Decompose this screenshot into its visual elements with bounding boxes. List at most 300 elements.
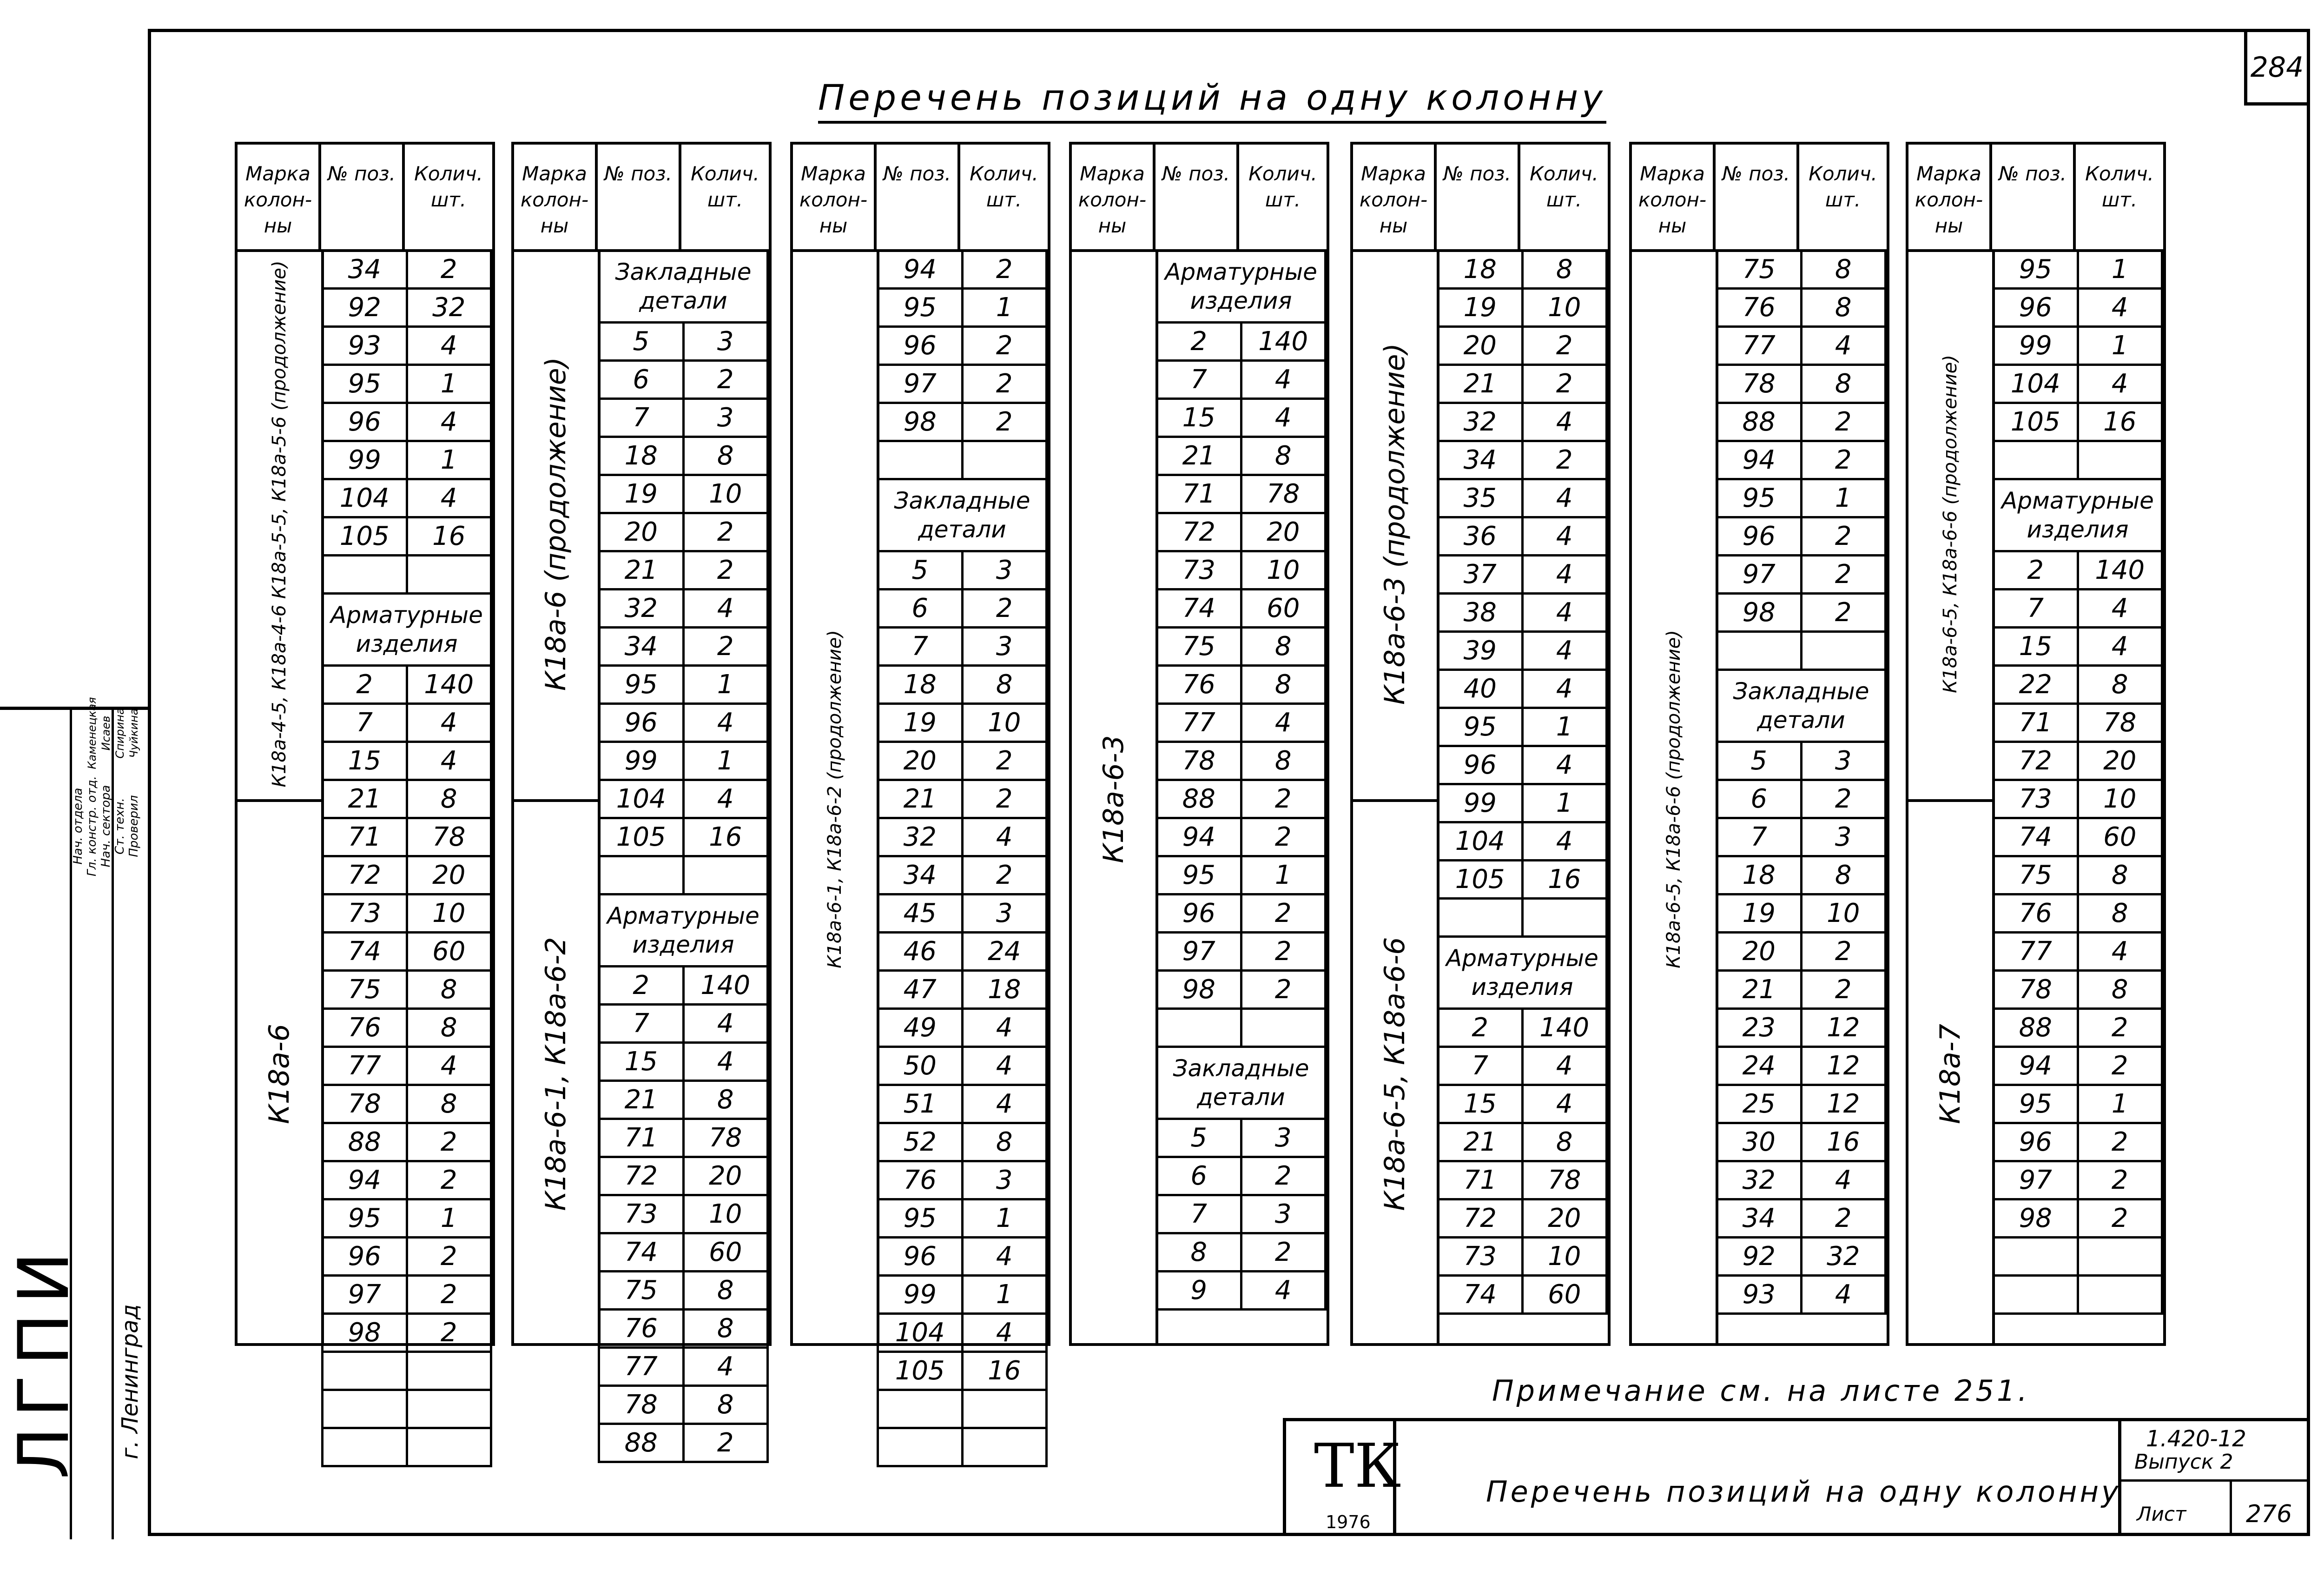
qty-cell: 4 <box>407 327 491 365</box>
pos-cell: 96 <box>1717 517 1802 556</box>
pos-cell: 6 <box>1717 780 1802 818</box>
qty-cell: 4 <box>1522 403 1607 441</box>
qty-cell: 2 <box>407 1123 491 1161</box>
table-row <box>1157 1119 1326 1157</box>
table-row <box>1717 251 1886 289</box>
pos-cell: 20 <box>1717 933 1802 971</box>
qty-cell <box>1241 1009 1326 1047</box>
stamp-name: Чуйкина <box>127 708 140 758</box>
qty-cell: 2 <box>962 742 1047 780</box>
table-row <box>1438 365 1607 403</box>
pos-cell: 7 <box>323 704 407 742</box>
table-row <box>1438 937 1607 1009</box>
qty-cell: 2 <box>1801 556 1886 594</box>
pos-cell: 19 <box>878 704 963 742</box>
table-row <box>1994 251 2162 289</box>
header-qty: Колич. шт. <box>1809 162 1877 211</box>
qty-cell: 3 <box>1241 1119 1326 1157</box>
table-row <box>599 1272 768 1310</box>
sheet-label: Лист <box>2137 1503 2186 1525</box>
table-row <box>1994 1123 2162 1161</box>
header-qty: Колич. шт. <box>691 162 759 211</box>
pos-cell <box>323 1352 407 1390</box>
pos-cell: 5 <box>599 323 684 361</box>
pos-cell: 94 <box>1717 441 1802 479</box>
pos-cell: 15 <box>1994 628 2078 666</box>
qty-cell: 4 <box>1522 670 1607 708</box>
table-row <box>323 327 491 365</box>
column-mark: К18а-6-3 <box>1097 735 1130 863</box>
qty-cell: 4 <box>2078 590 2162 628</box>
table-row <box>1717 517 1886 556</box>
header-marka: Марка колон- ны <box>1072 145 1155 249</box>
mark-divider <box>238 799 321 802</box>
position-block <box>1906 142 2166 1346</box>
qty-cell: 32 <box>1801 1238 1886 1276</box>
pos-cell: 96 <box>878 327 963 365</box>
qty-cell: 3 <box>1801 818 1886 856</box>
qty-cell: 4 <box>1522 632 1607 670</box>
qty-cell: 16 <box>683 818 768 856</box>
pos-cell: 92 <box>323 289 407 327</box>
qty-cell <box>2078 1276 2162 1314</box>
qty-cell: 4 <box>1241 399 1326 437</box>
position-block <box>511 142 772 1458</box>
pos-cell: 23 <box>1717 1009 1802 1047</box>
qty-cell: 8 <box>962 666 1047 704</box>
table-row <box>599 666 768 704</box>
table-row <box>323 479 491 517</box>
qty-cell: 4 <box>2078 289 2162 327</box>
qty-cell: 4 <box>683 1348 768 1386</box>
table-row <box>1157 1233 1326 1272</box>
pos-cell: 98 <box>1994 1199 2078 1238</box>
table-row <box>599 818 768 856</box>
table-row <box>599 967 768 1005</box>
qty-cell: 78 <box>1241 475 1326 513</box>
pos-cell: 18 <box>599 437 684 475</box>
table-row <box>323 933 491 971</box>
table-row <box>323 403 491 441</box>
qty-cell: 4 <box>962 818 1047 856</box>
header-marka: Марка колон- ны <box>1353 145 1437 249</box>
qty-cell: 8 <box>962 1123 1047 1161</box>
table-row <box>1994 590 2162 628</box>
table-row <box>1994 780 2162 818</box>
table-row <box>1994 1047 2162 1085</box>
pos-cell: 78 <box>1994 971 2078 1009</box>
pos-cell: 95 <box>1717 479 1802 517</box>
table-row <box>323 365 491 403</box>
table-row <box>323 894 491 933</box>
table-row <box>878 818 1047 856</box>
rows-table <box>877 249 1048 1467</box>
qty-cell: 8 <box>683 437 768 475</box>
pos-cell: 18 <box>1438 251 1523 289</box>
pos-cell: 104 <box>878 1314 963 1352</box>
pos-cell: 95 <box>878 289 963 327</box>
section-heading: Арматурные изделия <box>1438 937 1607 1009</box>
qty-cell: 2 <box>962 590 1047 628</box>
pos-cell: 20 <box>878 742 963 780</box>
table-row <box>599 399 768 437</box>
doc-code: 1.420-12 <box>2146 1426 2246 1452</box>
pos-cell: 99 <box>1994 327 2078 365</box>
table-row <box>323 441 491 479</box>
table-row <box>1157 590 1326 628</box>
pos-cell: 34 <box>599 628 684 666</box>
qty-cell: 1 <box>1241 856 1326 894</box>
table-row <box>599 513 768 551</box>
table-row <box>599 1195 768 1233</box>
pos-cell: 76 <box>323 1009 407 1047</box>
qty-cell: 2 <box>1801 780 1886 818</box>
table-row <box>1157 1157 1326 1195</box>
table-row <box>1717 441 1886 479</box>
qty-cell: 2 <box>683 513 768 551</box>
qty-cell: 20 <box>1522 1199 1607 1238</box>
qty-cell: 2 <box>962 251 1047 289</box>
column-mark: К18а-6-1, К18а-6-2 (продолжение) <box>824 629 845 968</box>
table-row <box>599 1424 768 1462</box>
pos-cell: 32 <box>599 590 684 628</box>
table-row <box>1717 971 1886 1009</box>
header-qty: Колич. шт. <box>414 162 483 211</box>
table-row <box>599 1310 768 1348</box>
qty-cell: 4 <box>683 1043 768 1081</box>
pos-cell: 2 <box>599 967 684 1005</box>
pos-cell: 2 <box>1157 323 1241 361</box>
qty-cell: 4 <box>1801 1276 1886 1314</box>
table-row <box>1438 479 1607 517</box>
table-row <box>599 551 768 590</box>
qty-cell: 2 <box>962 365 1047 403</box>
table-row <box>1994 441 2162 479</box>
pos-cell: 71 <box>323 818 407 856</box>
qty-cell: 3 <box>683 399 768 437</box>
table-row <box>599 1119 768 1157</box>
qty-cell: 2 <box>407 1314 491 1352</box>
qty-cell: 4 <box>1522 479 1607 517</box>
qty-cell: 140 <box>1241 323 1326 361</box>
qty-cell <box>962 1390 1047 1428</box>
pos-cell: 22 <box>1994 666 2078 704</box>
header-qty: Колич. шт. <box>970 162 1038 211</box>
qty-cell: 10 <box>1522 289 1607 327</box>
qty-cell: 2 <box>683 1424 768 1462</box>
qty-cell: 8 <box>1801 289 1886 327</box>
qty-cell: 4 <box>2078 365 2162 403</box>
qty-cell: 2 <box>2078 1009 2162 1047</box>
sheet-number: 284 <box>2244 29 2310 106</box>
column-mark: К18а-6-5, К18а-6-6 <box>1379 937 1411 1211</box>
table-row <box>1438 1161 1607 1199</box>
pos-cell <box>1717 632 1802 670</box>
table-row <box>323 1085 491 1123</box>
table-row <box>878 1009 1047 1047</box>
qty-cell: 4 <box>407 1047 491 1085</box>
pos-cell: 74 <box>1994 818 2078 856</box>
table-row <box>1438 289 1607 327</box>
pos-cell <box>1994 1276 2078 1314</box>
table-row <box>1157 856 1326 894</box>
qty-cell <box>2078 1238 2162 1276</box>
table-row <box>878 1314 1047 1352</box>
year: 1976 <box>1326 1512 1371 1532</box>
stamp-role: Нач. сектора <box>99 785 113 868</box>
table-row <box>1157 551 1326 590</box>
pos-cell: 6 <box>1157 1157 1241 1195</box>
table-row <box>1717 670 1886 742</box>
pos-cell: 96 <box>323 403 407 441</box>
qty-cell: 8 <box>1241 628 1326 666</box>
qty-cell <box>407 1428 491 1466</box>
stamp-name: Спирина <box>113 708 126 759</box>
qty-cell: 2 <box>1241 818 1326 856</box>
qty-cell: 2 <box>1801 517 1886 556</box>
pos-cell: 73 <box>1157 551 1241 590</box>
qty-cell <box>407 556 491 594</box>
qty-cell: 1 <box>1801 479 1886 517</box>
qty-cell: 8 <box>2078 894 2162 933</box>
table-row <box>599 1233 768 1272</box>
table-row <box>599 1005 768 1043</box>
pos-cell: 96 <box>323 1238 407 1276</box>
pos-cell: 21 <box>323 780 407 818</box>
table-row <box>1157 361 1326 399</box>
pos-cell: 77 <box>599 1348 684 1386</box>
pos-cell: 51 <box>878 1085 963 1123</box>
pos-cell: 72 <box>1994 742 2078 780</box>
qty-cell: 4 <box>683 590 768 628</box>
pos-cell: 76 <box>1994 894 2078 933</box>
table-row <box>1994 479 2162 551</box>
table-row <box>1717 894 1886 933</box>
pos-cell: 15 <box>1157 399 1241 437</box>
table-row <box>599 361 768 399</box>
block-header <box>514 145 769 252</box>
table-row <box>1438 441 1607 479</box>
table-row <box>1157 513 1326 551</box>
pos-cell: 97 <box>878 365 963 403</box>
pos-cell: 94 <box>878 251 963 289</box>
qty-cell: 1 <box>2078 327 2162 365</box>
table-row <box>1994 1085 2162 1123</box>
table-row <box>323 1009 491 1047</box>
table-row <box>599 894 768 967</box>
mark-divider <box>514 799 598 802</box>
qty-cell: 20 <box>2078 742 2162 780</box>
table-row <box>323 704 491 742</box>
pos-cell: 75 <box>323 971 407 1009</box>
pos-cell: 46 <box>878 933 963 971</box>
qty-cell: 10 <box>683 1195 768 1233</box>
column-mark: К18а-6 (продолжение) <box>540 357 572 691</box>
table-row <box>1157 666 1326 704</box>
table-row <box>878 1428 1047 1466</box>
qty-cell: 8 <box>1801 365 1886 403</box>
qty-cell: 16 <box>407 517 491 556</box>
pos-cell: 19 <box>1717 894 1802 933</box>
title-block <box>1283 1418 2310 1536</box>
qty-cell: 4 <box>407 704 491 742</box>
table-row <box>599 251 768 323</box>
qty-cell: 2 <box>683 551 768 590</box>
header-pos: № поз. <box>1437 145 1520 249</box>
table-row <box>1438 899 1607 937</box>
table-row <box>1157 742 1326 780</box>
qty-cell: 4 <box>962 1047 1047 1085</box>
table-row <box>878 856 1047 894</box>
qty-cell: 8 <box>1801 251 1886 289</box>
logo: ТК <box>1314 1431 1401 1501</box>
table-row <box>1157 1195 1326 1233</box>
section-heading: Закладные детали <box>878 479 1047 551</box>
qty-cell <box>407 1390 491 1428</box>
stamp-name: Каменецкая <box>86 697 99 769</box>
pos-cell: 21 <box>1438 365 1523 403</box>
qty-cell: 1 <box>1522 708 1607 746</box>
table-row <box>1157 437 1326 475</box>
pos-cell: 15 <box>599 1043 684 1081</box>
table-row <box>1994 818 2162 856</box>
pos-cell: 73 <box>599 1195 684 1233</box>
column-mark: К18а-6 <box>263 1023 296 1124</box>
table-row <box>1717 1123 1886 1161</box>
pos-cell: 76 <box>1157 666 1241 704</box>
qty-cell: 4 <box>683 1005 768 1043</box>
qty-cell: 2 <box>1241 1157 1326 1195</box>
table-row <box>1157 780 1326 818</box>
table-row <box>878 742 1047 780</box>
pos-cell: 32 <box>1438 403 1523 441</box>
qty-cell: 4 <box>1522 556 1607 594</box>
table-row <box>1994 1009 2162 1047</box>
header-pos: № поз. <box>1716 145 1799 249</box>
table-row <box>323 289 491 327</box>
pos-cell: 52 <box>878 1123 963 1161</box>
table-row <box>878 403 1047 441</box>
pos-cell: 7 <box>1157 1195 1241 1233</box>
table-row <box>1157 1047 1326 1119</box>
pos-cell: 21 <box>599 551 684 590</box>
position-block <box>235 142 495 1346</box>
pos-cell: 5 <box>1717 742 1802 780</box>
qty-cell: 3 <box>683 323 768 361</box>
qty-cell: 78 <box>1522 1161 1607 1199</box>
header-pos: № поз. <box>1155 145 1239 249</box>
pos-cell <box>1994 1238 2078 1276</box>
header-marka: Марка колон- ны <box>1908 145 1992 249</box>
table-row <box>323 1314 491 1352</box>
pos-cell: 20 <box>599 513 684 551</box>
pos-cell: 99 <box>1438 784 1523 822</box>
qty-cell: 4 <box>1801 1161 1886 1199</box>
stamp-org: ЛГПИ <box>4 1242 85 1479</box>
pos-cell: 78 <box>1717 365 1802 403</box>
pos-cell: 98 <box>1157 971 1241 1009</box>
header-qty: Колич. шт. <box>2085 162 2154 211</box>
pos-cell: 37 <box>1438 556 1523 594</box>
table-row <box>599 475 768 513</box>
table-row <box>1438 517 1607 556</box>
header-qty: Колич. шт. <box>1248 162 1317 211</box>
pos-cell: 15 <box>1438 1085 1523 1123</box>
header-marka: Марка колон- ны <box>514 145 598 249</box>
qty-cell <box>962 441 1047 479</box>
table-row <box>1438 1009 1607 1047</box>
pos-cell: 75 <box>1157 628 1241 666</box>
table-row <box>878 1238 1047 1276</box>
qty-cell: 10 <box>1801 894 1886 933</box>
qty-cell: 4 <box>1241 361 1326 399</box>
qty-cell: 16 <box>1801 1123 1886 1161</box>
table-row <box>323 1352 491 1390</box>
table-row <box>323 971 491 1009</box>
pos-cell: 77 <box>1717 327 1802 365</box>
qty-cell: 3 <box>962 894 1047 933</box>
qty-cell: 2 <box>962 780 1047 818</box>
header-qty: Колич. шт. <box>1530 162 1598 211</box>
block-header <box>1353 145 1608 252</box>
rows-table <box>321 249 492 1467</box>
table-row <box>1994 1199 2162 1238</box>
table-row <box>1994 1276 2162 1314</box>
table-row <box>878 894 1047 933</box>
table-row <box>1994 1161 2162 1199</box>
qty-cell: 4 <box>962 1238 1047 1276</box>
header-marka: Марка колон- ны <box>1632 145 1716 249</box>
block-header <box>238 145 492 252</box>
qty-cell: 140 <box>407 666 491 704</box>
table-row <box>1438 1238 1607 1276</box>
table-row <box>878 251 1047 289</box>
table-row <box>1157 251 1326 323</box>
qty-cell: 4 <box>407 479 491 517</box>
qty-cell <box>683 856 768 894</box>
pos-cell: 7 <box>599 1005 684 1043</box>
pos-cell: 5 <box>878 551 963 590</box>
table-row <box>1994 403 2162 441</box>
table-row <box>599 1348 768 1386</box>
pos-cell: 74 <box>1438 1276 1523 1314</box>
pos-cell <box>323 1428 407 1466</box>
table-row <box>878 1390 1047 1428</box>
table-row <box>1994 742 2162 780</box>
pos-cell: 74 <box>599 1233 684 1272</box>
table-row <box>1717 327 1886 365</box>
pos-cell: 50 <box>878 1047 963 1085</box>
pos-cell: 78 <box>323 1085 407 1123</box>
position-block <box>1069 142 1329 1346</box>
qty-cell: 10 <box>2078 780 2162 818</box>
page-title: Перечень позиций на одну колонну <box>818 77 1606 124</box>
table-row <box>1994 327 2162 365</box>
table-row <box>1438 556 1607 594</box>
pos-cell: 104 <box>599 780 684 818</box>
table-row <box>323 856 491 894</box>
table-row <box>1717 818 1886 856</box>
qty-cell: 60 <box>683 1233 768 1272</box>
table-row <box>878 628 1047 666</box>
table-row <box>1994 551 2162 590</box>
table-row <box>599 1043 768 1081</box>
table-row <box>1438 784 1607 822</box>
block-header <box>1908 145 2163 252</box>
table-row <box>1157 1272 1326 1310</box>
qty-cell: 8 <box>1522 1123 1607 1161</box>
table-row <box>1438 632 1607 670</box>
